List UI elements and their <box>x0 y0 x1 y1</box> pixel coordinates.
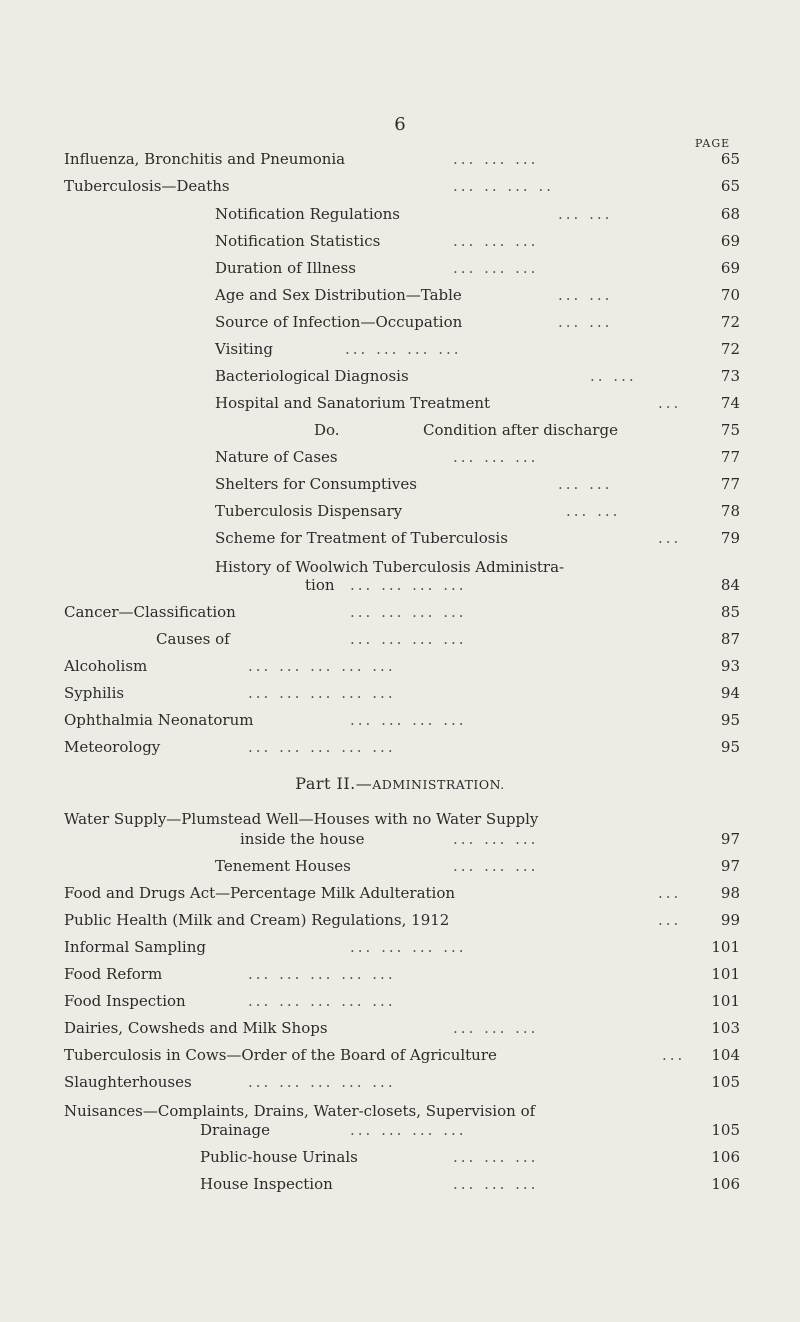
toc-entry-leader: ... ... <box>558 205 613 223</box>
toc-entry-title: Notification Statistics <box>215 232 381 250</box>
toc-entry-title: Tuberculosis Dispensary <box>215 502 403 520</box>
toc-entry-leader: ... <box>658 394 682 412</box>
toc-entry-page: 105 <box>711 1073 740 1091</box>
toc-entry-title: Food Inspection <box>64 992 186 1010</box>
toc-entry-leader: ... ... ... <box>453 830 539 848</box>
toc-entry-page: 69 <box>720 232 740 250</box>
toc-entry-leader: ... ... ... <box>453 232 539 250</box>
toc-entry-page: 72 <box>720 313 740 331</box>
toc-entry-leader: ... ... <box>558 313 613 331</box>
toc-entry-cancer-causes <box>0 630 800 654</box>
toc-entry-page: 97 <box>720 830 740 848</box>
toc-entry-leader: ... ... ... ... <box>350 603 467 621</box>
toc-entry-bacteriological-diagnosis <box>0 367 800 391</box>
toc-entry-title: Causes of <box>156 630 230 648</box>
toc-entry-page: 101 <box>711 938 740 956</box>
toc-entry-leader: ... ... <box>558 286 613 304</box>
toc-entry-hospital-treatment <box>0 394 800 418</box>
toc-entry-leader: ... <box>658 911 682 929</box>
toc-entry-page: 84 <box>720 576 740 594</box>
toc-entry-house-inspection <box>0 1175 800 1199</box>
toc-entry-page: 95 <box>720 738 740 756</box>
toc-entry-leader: ... ... <box>558 475 613 493</box>
toc-entry-leader: ... ... ... ... ... <box>248 965 396 983</box>
section-heading <box>0 774 800 793</box>
toc-entry-title: Notification Regulations <box>215 205 401 223</box>
toc-entry-leader: ... .. ... .. <box>453 177 554 195</box>
toc-entry-nature-of-cases <box>0 448 800 472</box>
toc-entry-title: Meteorology <box>64 738 161 756</box>
toc-entry-leader: ... ... ... <box>453 1019 539 1037</box>
toc-entry-page: 98 <box>720 884 740 902</box>
toc-entry-tuberculosis-in-cows <box>0 1046 800 1070</box>
toc-entry-title: Nuisances—Complaints, Drains, Water-closets, Supervision of <box>64 1102 536 1120</box>
toc-entry-page: 69 <box>720 259 740 277</box>
toc-entry-page: 105 <box>711 1121 740 1139</box>
toc-entry-title: Tenement Houses <box>215 857 351 875</box>
toc-entry-title: Public-house Urinals <box>200 1148 358 1166</box>
toc-entry-page: 77 <box>720 448 740 466</box>
toc-entry-leader: ... ... ... ... <box>350 1121 467 1139</box>
toc-entry-page: 73 <box>720 367 740 385</box>
toc-entry-title: Water Supply—Plumstead Well—Houses with no Water Supply <box>64 810 539 828</box>
toc-entry-shelters <box>0 475 800 499</box>
toc-entry-dairies <box>0 1019 800 1043</box>
toc-entry-title: Ophthalmia Neonatorum <box>64 711 254 729</box>
toc-entry-title: Source of Infection—Occupation <box>215 313 463 331</box>
toc-entry-dispensary <box>0 502 800 526</box>
toc-entry-title: History of Woolwich Tuberculosis Administra- <box>215 558 565 576</box>
toc-entry-page: 101 <box>711 992 740 1010</box>
toc-entry-syphilis <box>0 684 800 708</box>
toc-entry-source-of-infection <box>0 313 800 337</box>
toc-entry-leader: ... ... ... ... <box>350 630 467 648</box>
toc-entry-page: 78 <box>720 502 740 520</box>
toc-entry-leader: ... ... <box>566 502 621 520</box>
toc-entry-title: Cancer—Classification <box>64 603 236 621</box>
toc-entry-title: Influenza, Bronchitis and Pneumonia <box>64 150 346 168</box>
toc-entry-page: 74 <box>720 394 740 412</box>
toc-entry-title-continued: tion <box>305 576 335 594</box>
toc-entry-cancer-classification <box>0 603 800 627</box>
toc-entry-page: 95 <box>720 711 740 729</box>
toc-entry-leader: ... ... ... <box>453 857 539 875</box>
toc-entry-leader: ... ... ... ... ... <box>248 1073 396 1091</box>
toc-entry-food-reform <box>0 965 800 989</box>
toc-entry-title: Informal Sampling <box>64 938 206 956</box>
toc-entry-leader: ... ... ... ... <box>345 340 462 358</box>
toc-entry-title: Shelters for Consumptives <box>215 475 417 493</box>
toc-entry-title: Nature of Cases <box>215 448 338 466</box>
toc-entry-page: 106 <box>711 1175 740 1193</box>
toc-entry-page: 97 <box>720 857 740 875</box>
toc-entry-leader: ... ... ... ... <box>350 576 467 594</box>
toc-entry-title: Age and Sex Distribution—Table <box>215 286 462 304</box>
toc-entry-page: 93 <box>720 657 740 675</box>
toc-entry-ophthalmia <box>0 711 800 735</box>
toc-entry-age-and-sex <box>0 286 800 310</box>
toc-entry-milk-and-cream <box>0 911 800 935</box>
section-part-label: Part II.— <box>295 774 373 793</box>
toc-entry-leader: ... ... ... ... ... <box>248 738 396 756</box>
toc-entry-leader: ... ... ... ... ... <box>248 684 396 702</box>
toc-entry-page: 72 <box>720 340 740 358</box>
section-title: ADMINISTRATION. <box>372 777 505 792</box>
toc-entry-tenement-houses <box>0 857 800 881</box>
toc-entry-page: 65 <box>720 177 740 195</box>
toc-entry-nuisances-line2 <box>0 1121 800 1145</box>
toc-entry-page: 65 <box>720 150 740 168</box>
toc-entry-water-supply-line2 <box>0 830 800 854</box>
toc-entry-leader: ... <box>658 884 682 902</box>
toc-entry-title: Visiting <box>215 340 273 358</box>
toc-entry-page: 68 <box>720 205 740 223</box>
toc-entry-slaughterhouses <box>0 1073 800 1097</box>
toc-entry-page: 94 <box>720 684 740 702</box>
toc-entry-leader: ... ... ... ... ... <box>248 657 396 675</box>
toc-entry-title: Slaughterhouses <box>64 1073 192 1091</box>
toc-entry-leader: ... ... ... <box>453 1148 539 1166</box>
toc-entry-page: 70 <box>720 286 740 304</box>
toc-entry-leader: ... ... ... <box>453 1175 539 1193</box>
toc-entry-leader: ... ... ... <box>453 150 539 168</box>
toc-entry-leader: ... ... ... ... ... <box>248 992 396 1010</box>
toc-entry-public-house-urinals <box>0 1148 800 1172</box>
toc-entry-leader: ... ... ... <box>453 259 539 277</box>
toc-entry-title: Hospital and Sanatorium Treatment <box>215 394 491 412</box>
toc-entry-duration-of-illness <box>0 259 800 283</box>
toc-entry-title: Tuberculosis in Cows—Order of the Board of Agriculture <box>64 1046 497 1064</box>
toc-entry-page: 104 <box>711 1046 740 1064</box>
toc-entry-title: Dairies, Cowsheds and Milk Shops <box>64 1019 328 1037</box>
toc-entry-title: Scheme for Treatment of Tuberculosis <box>215 529 508 547</box>
toc-entry-page: 87 <box>720 630 740 648</box>
toc-entry-notification-statistics <box>0 232 800 256</box>
toc-entry-leader: ... ... ... ... <box>350 711 467 729</box>
toc-entry-informal-sampling <box>0 938 800 962</box>
toc-entry-title-continued: Drainage <box>200 1121 271 1139</box>
page-number: 6 <box>394 114 406 135</box>
toc-entry-meteorology <box>0 738 800 762</box>
toc-entry-title: Duration of Illness <box>215 259 356 277</box>
toc-entry-title: Tuberculosis—Deaths <box>64 177 230 195</box>
toc-entry-title: Food and Drugs Act—Percentage Milk Adulteration <box>64 884 456 902</box>
toc-entry-influenza <box>0 150 800 174</box>
toc-entry-condition-after-discharge <box>0 421 800 445</box>
toc-entry-tuberculosis-deaths <box>0 177 800 201</box>
toc-entry-visiting <box>0 340 800 364</box>
toc-entry-history-line2 <box>0 576 800 600</box>
toc-entry-page: 75 <box>720 421 740 439</box>
toc-entry-page: 99 <box>720 911 740 929</box>
toc-entry-title-continued: inside the house <box>240 830 365 848</box>
toc-entry-page: 85 <box>720 603 740 621</box>
toc-entry-title: Bacteriological Diagnosis <box>215 367 409 385</box>
toc-entry-leader: ... <box>662 1046 686 1064</box>
toc-entry-page: 101 <box>711 965 740 983</box>
toc-entry-title: Syphilis <box>64 684 125 702</box>
toc-entry-page: 106 <box>711 1148 740 1166</box>
toc-entry-leader: ... <box>658 529 682 547</box>
page-column-header: PAGE <box>695 137 731 150</box>
toc-entry-leader: ... ... ... <box>453 448 539 466</box>
toc-entry-food-and-drugs <box>0 884 800 908</box>
toc-entry-page: 77 <box>720 475 740 493</box>
toc-entry-title: Food Reform <box>64 965 163 983</box>
toc-entry-notification-regulations <box>0 205 800 229</box>
toc-entry-ditto: Do. <box>314 421 340 439</box>
toc-entry-leader: ... ... ... ... <box>350 938 467 956</box>
toc-entry-food-inspection <box>0 992 800 1016</box>
toc-entry-page: 103 <box>711 1019 740 1037</box>
toc-entry-page: 79 <box>720 529 740 547</box>
toc-entry-title: Public Health (Milk and Cream) Regulations, 1912 <box>64 911 450 929</box>
toc-entry-leader: .. ... <box>590 367 637 385</box>
toc-entry-title: Alcoholism <box>64 657 148 675</box>
toc-entry-alcoholism <box>0 657 800 681</box>
toc-entry-scheme <box>0 529 800 553</box>
toc-entry-title: House Inspection <box>200 1175 333 1193</box>
toc-entry-title: Condition after discharge <box>423 421 618 439</box>
